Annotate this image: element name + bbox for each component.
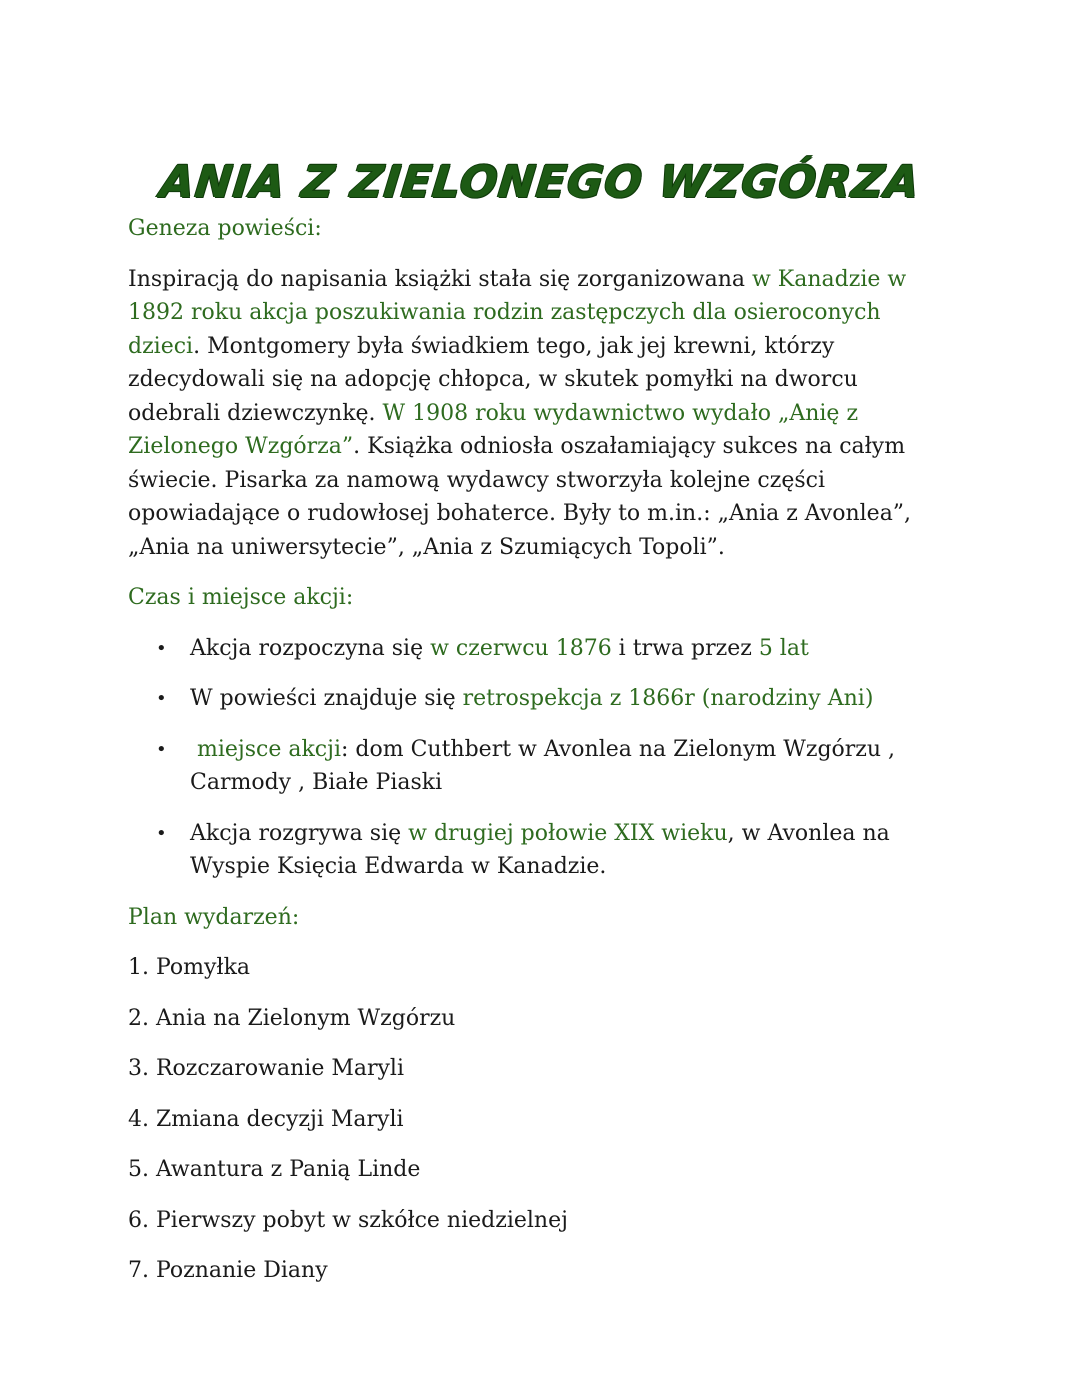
plan-item: 6. Pierwszy pobyt w szkółce niedzielnej	[128, 1207, 568, 1233]
bullet-text: Akcja rozgrywa się	[190, 820, 409, 846]
plan-list	[128, 951, 948, 1288]
bullet-icon: •	[156, 738, 167, 760]
bullet-highlight: 5 lat	[758, 635, 809, 661]
genesis-highlight-2: W 1908 roku wydawnictwo wydało „Anię z Zielonego Wzgórza”	[128, 400, 859, 459]
plan-item: 2. Ania na Zielonym Wzgórzu	[128, 1005, 456, 1031]
bullet-highlight: w czerwcu 1876	[430, 635, 612, 661]
bullet-highlight: retrospekcja z 1866r (narodziny Ani)	[462, 686, 874, 711]
document-title: ANIA Z ZIELONEGO WZGÓRZA	[157, 157, 923, 209]
bullet-text: : dom Cuthbert w Avonlea na Zielonym Wzgórzu , Carmody , Białe Piaski	[190, 736, 896, 795]
plan-item: 1. Pomyłka	[128, 955, 251, 980]
genesis-text-2: . Montgomery była świadkiem tego, jak jej krewni, którzy zdecydowali się na adopcję chłopca, w skutek pomyłki na dworcu odebrali dziewczynkę.	[128, 333, 858, 426]
heading-time-place: Czas i miejsce akcji:	[128, 585, 354, 610]
bullet-text: Akcja rozpoczyna się	[190, 635, 431, 661]
list-item	[128, 632, 948, 666]
bullet-highlight: w drugiej połowie XIX wieku	[408, 820, 728, 846]
document-body	[128, 212, 948, 1305]
plan-item: 3. Rozczarowanie Maryli	[128, 1056, 404, 1081]
plan-item: 7. Poznanie Diany	[128, 1258, 328, 1283]
bullet-icon: •	[156, 822, 167, 844]
bullet-text: , w Avonlea na Wyspie Księcia Edwarda w Kanadzie.	[190, 820, 890, 879]
genesis-text-3: . Książka odniosła oszałamiający sukces na całym świecie. Pisarka za namową wydawcy stworzyła kolejne części opowiadające o rudowłosej bohaterce. Były to m.in.: „Ania z Avonlea”, „Ania na uniwersytecie”, „Ania z Szumiących Topoli”.	[128, 434, 912, 560]
heading-genesis: Geneza powieści:	[128, 216, 322, 241]
time-place-list	[128, 632, 948, 884]
heading-plan: Plan wydarzeń:	[128, 904, 300, 930]
genesis-highlight-1: w Kanadzie w 1892 roku akcja poszukiwania rodzin zastępczych dla osieroconych dzieci	[128, 266, 907, 359]
bullet-icon: •	[156, 688, 167, 709]
list-item	[128, 733, 948, 800]
bullet-highlight: miejsce akcji	[197, 736, 341, 762]
genesis-paragraph	[128, 263, 948, 565]
list-item	[128, 682, 948, 716]
list-item	[128, 817, 948, 884]
bullet-icon: •	[156, 637, 167, 659]
plan-item: 5. Awantura z Panią Linde	[128, 1157, 421, 1182]
plan-item: 4. Zmiana decyzji Maryli	[128, 1106, 404, 1132]
genesis-text-1: Inspiracją do napisania książki stała się zorganizowana	[128, 266, 752, 292]
bullet-text: i trwa przez	[611, 635, 759, 661]
bullet-text: W powieści znajduje się	[190, 686, 463, 711]
